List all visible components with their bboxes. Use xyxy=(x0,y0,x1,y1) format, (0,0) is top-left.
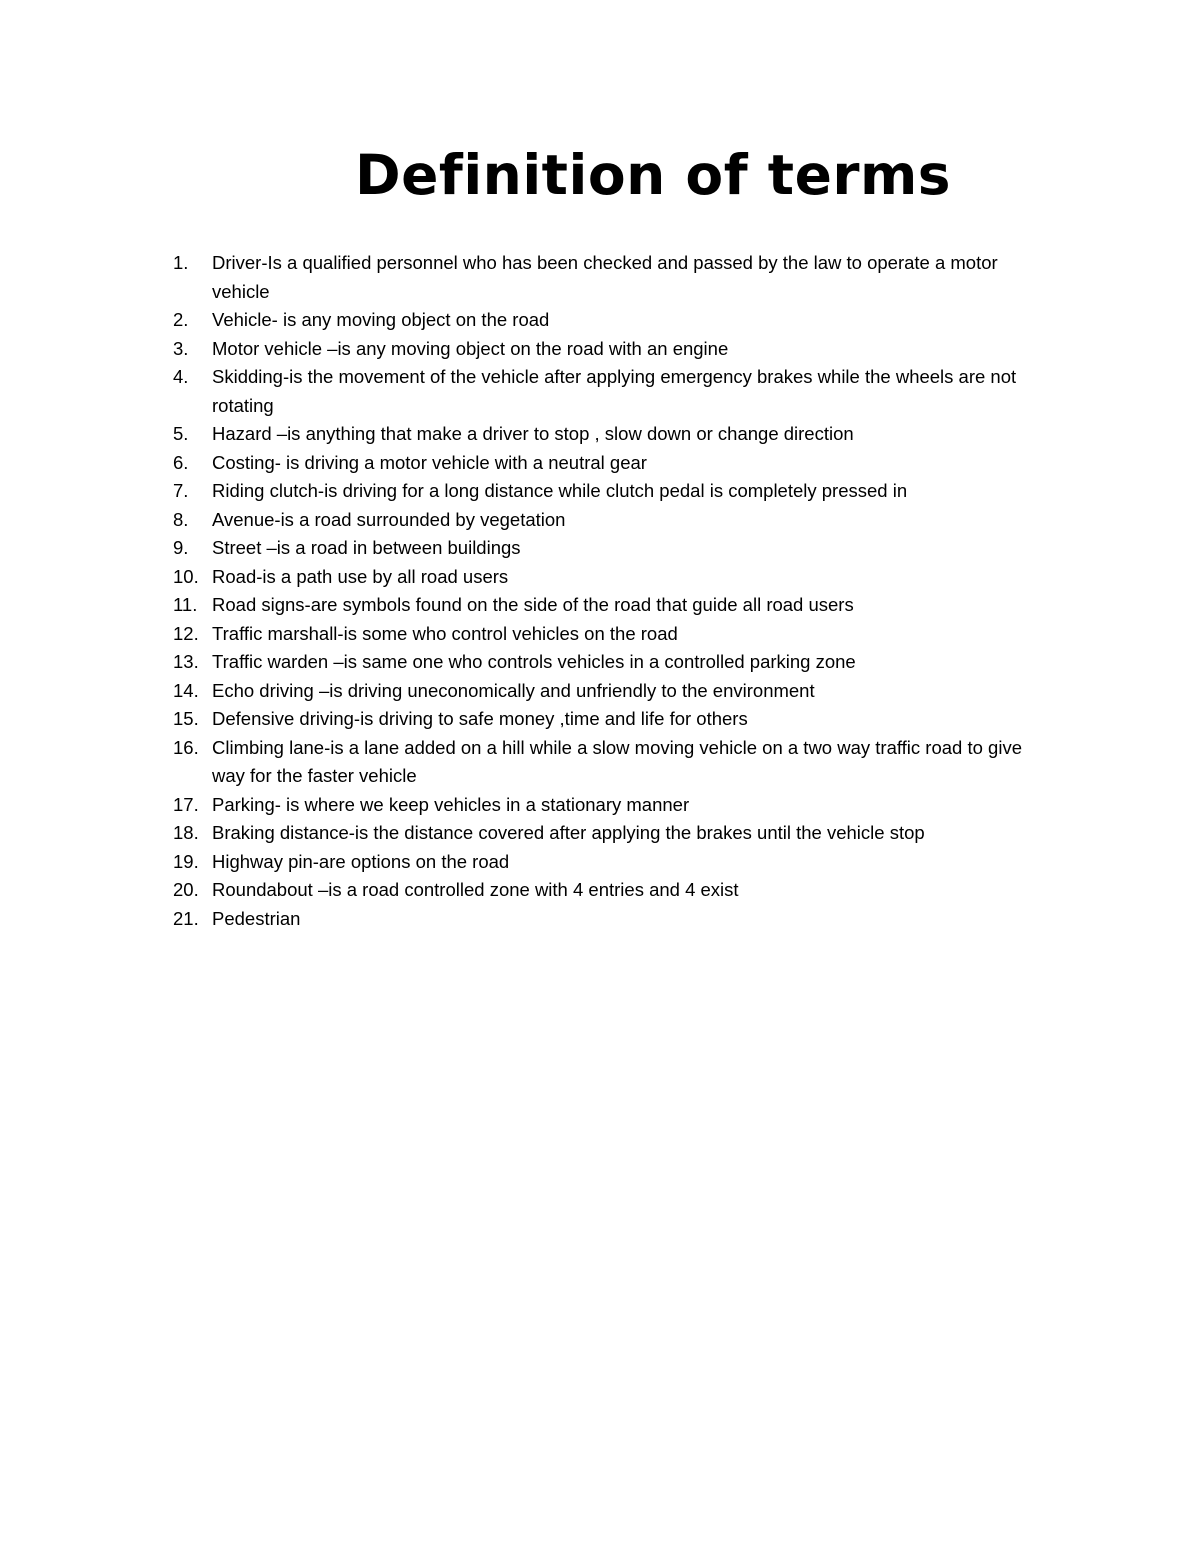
list-item-number: 9. xyxy=(173,537,189,558)
list-item-number: 5. xyxy=(173,423,189,444)
list-item-number: 19. xyxy=(173,850,199,872)
list-item-text: Costing- is driving a motor vehicle with a neutral gear xyxy=(212,451,647,473)
list-item-text: Pedestrian xyxy=(212,907,301,929)
list-item xyxy=(0,306,1200,335)
list-item-text: Roundabout –is a road controlled zone with 4 entries and 4 exist xyxy=(212,879,739,900)
list-item-number: 7. xyxy=(173,480,189,501)
list-item-text: Avenue-is a road surrounded by vegetation xyxy=(212,508,566,530)
list-item-text: Road-is a path use by all road users xyxy=(212,565,509,587)
list-item-number: 16. xyxy=(173,736,199,758)
list-item-text: Street –is a road in between buildings xyxy=(212,537,521,558)
list-item-text: Motor vehicle –is any moving object on the road with an engine xyxy=(212,337,729,359)
list-item-text: Skidding-is the movement of the vehicle after applying emergency brakes while the wheels are not rotating xyxy=(212,366,1017,416)
list-item xyxy=(0,449,1200,478)
list-item xyxy=(0,563,1200,592)
list-item-number: 1. xyxy=(173,252,189,273)
list-item-number: 12. xyxy=(173,622,199,644)
list-item-text: Echo driving –is driving uneconomically and unfriendly to the environment xyxy=(212,679,815,701)
list-item-text: Riding clutch-is driving for a long distance while clutch pedal is completely pressed in xyxy=(212,480,908,501)
list-item xyxy=(0,335,1200,364)
list-item-number: 18. xyxy=(173,822,199,843)
list-item-number: 15. xyxy=(173,708,199,729)
list-item-number: 14. xyxy=(173,679,199,701)
list-item-number: 8. xyxy=(173,508,189,530)
list-item xyxy=(0,677,1200,706)
list-item xyxy=(0,420,1200,449)
list-item-number: 10. xyxy=(173,565,199,587)
list-item xyxy=(0,477,1200,506)
list-item-number: 3. xyxy=(173,337,189,359)
list-item xyxy=(0,249,1200,306)
list-item-number: 21. xyxy=(173,907,199,929)
list-item-text: Vehicle- is any moving object on the road xyxy=(212,309,550,330)
list-item xyxy=(0,620,1200,649)
list-item xyxy=(0,876,1200,905)
list-item-text: Road signs-are symbols found on the side of the road that guide all road users xyxy=(212,594,854,615)
list-item xyxy=(0,848,1200,877)
list-item-text: Highway pin-are options on the road xyxy=(212,850,510,872)
list-item xyxy=(0,734,1200,791)
list-item-number: 13. xyxy=(173,651,199,672)
list-item-text: Hazard –is anything that make a driver to stop , slow down or change direction xyxy=(212,423,854,444)
list-item-number: 2. xyxy=(173,309,189,330)
list-item-number: 11. xyxy=(173,594,198,615)
list-item-number: 17. xyxy=(173,793,199,815)
list-item xyxy=(0,819,1200,848)
list-item-text: Driver-Is a qualified personnel who has been checked and passed by the law to operate a motor vehicle xyxy=(212,252,998,302)
list-item xyxy=(0,506,1200,535)
page-title: Definition of terms xyxy=(354,143,952,207)
list-item xyxy=(0,705,1200,734)
list-item xyxy=(0,648,1200,677)
list-item-text: Traffic warden –is same one who controls vehicles in a controlled parking zone xyxy=(212,651,856,672)
list-item-text: Traffic marshall-is some who control vehicles on the road xyxy=(212,622,678,644)
list-item xyxy=(0,905,1200,934)
list-item xyxy=(0,534,1200,563)
list-item xyxy=(0,791,1200,820)
list-item-text: Parking- is where we keep vehicles in a stationary manner xyxy=(212,793,690,815)
list-item-number: 20. xyxy=(173,879,199,900)
list-item-text: Defensive driving-is driving to safe money ,time and life for others xyxy=(212,708,748,729)
list-item-number: 6. xyxy=(173,451,189,473)
list-item xyxy=(0,363,1200,420)
list-item-text: Braking distance-is the distance covered after applying the brakes until the vehicle stop xyxy=(212,822,925,843)
list-item-number: 4. xyxy=(173,366,189,387)
list-item xyxy=(0,591,1200,620)
list-item-text: Climbing lane-is a lane added on a hill while a slow moving vehicle on a two way traffic road to give way for the faster vehicle xyxy=(212,736,1022,786)
terms-list xyxy=(0,249,1200,933)
